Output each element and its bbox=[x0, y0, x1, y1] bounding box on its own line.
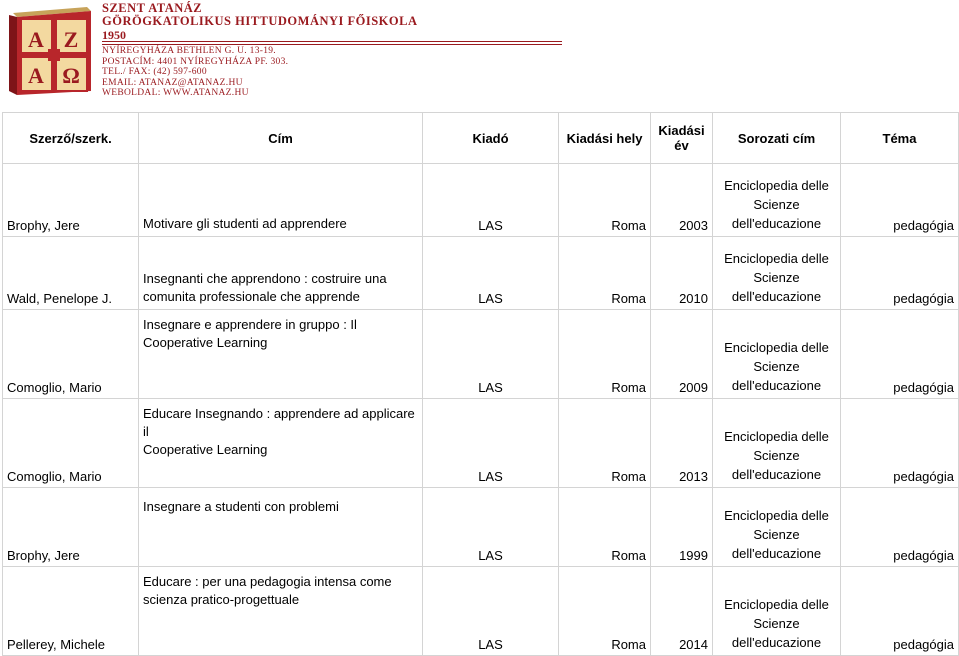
cell-author: Comoglio, Mario bbox=[3, 399, 139, 488]
cell-publisher: LAS bbox=[423, 237, 559, 310]
cell-year: 2014 bbox=[651, 567, 713, 656]
table-row bbox=[3, 567, 959, 656]
cell-topic: pedagógia bbox=[841, 488, 959, 567]
cell-place: Roma bbox=[559, 399, 651, 488]
cell-author: Brophy, Jere bbox=[3, 488, 139, 567]
cell-author: Wald, Penelope J. bbox=[3, 237, 139, 310]
cell-title: Insegnanti che apprendono : costruire una comunita professionale che apprende bbox=[139, 237, 423, 310]
cell-series: Enciclopedia delle Scienze dell'educazione bbox=[713, 310, 841, 399]
cell-series: Enciclopedia delle Scienze dell'educazione bbox=[713, 488, 841, 567]
cell-publisher: LAS bbox=[423, 164, 559, 237]
header-rule bbox=[102, 41, 562, 42]
cell-title: Insegnare e apprendere in gruppo : Il Cooperative Learning bbox=[139, 310, 423, 399]
cell-place: Roma bbox=[559, 488, 651, 567]
cell-title: Educare : per una pedagogia intensa come scienza pratico-progettuale bbox=[139, 567, 423, 656]
cell-author: Comoglio, Mario bbox=[3, 310, 139, 399]
school-logo bbox=[7, 3, 93, 97]
logo-letter-alpha-2: Α bbox=[28, 63, 44, 88]
cell-year: 2013 bbox=[651, 399, 713, 488]
cell-year: 2010 bbox=[651, 237, 713, 310]
cell-author: Pellerey, Michele bbox=[3, 567, 139, 656]
cell-series: Enciclopedia delle Scienze dell'educazione bbox=[713, 237, 841, 310]
cell-publisher: LAS bbox=[423, 310, 559, 399]
school-name bbox=[102, 2, 418, 42]
address-line: EMAIL: ATANAZ@ATANAZ.HU bbox=[102, 77, 243, 88]
table-row bbox=[3, 399, 959, 488]
column-header-place: Kiadási hely bbox=[559, 113, 651, 164]
cell-series: Enciclopedia delle Scienze dell'educazione bbox=[713, 567, 841, 656]
cell-series: Enciclopedia delle Scienze dell'educazione bbox=[713, 399, 841, 488]
column-header-publisher: Kiadó bbox=[423, 113, 559, 164]
cell-year: 2003 bbox=[651, 164, 713, 237]
column-header-author: Szerző/szerk. bbox=[3, 113, 139, 164]
cell-place: Roma bbox=[559, 164, 651, 237]
school-founded-year: 1950 bbox=[102, 28, 126, 42]
table-row bbox=[3, 488, 959, 567]
cell-title: Motivare gli studenti ad apprendere bbox=[139, 164, 423, 237]
logo-letter-omega: Ω bbox=[62, 63, 80, 88]
cell-author: Brophy, Jere bbox=[3, 164, 139, 237]
cell-title: Insegnare a studenti con problemi bbox=[139, 488, 423, 567]
cell-place: Roma bbox=[559, 237, 651, 310]
cell-title: Educare Insegnando : apprendere ad applicare il Cooperative Learning bbox=[139, 399, 423, 488]
column-header-topic: Téma bbox=[841, 113, 959, 164]
cell-place: Roma bbox=[559, 310, 651, 399]
cell-topic: pedagógia bbox=[841, 310, 959, 399]
cell-topic: pedagógia bbox=[841, 237, 959, 310]
letterhead bbox=[0, 0, 959, 105]
table-row bbox=[3, 237, 959, 310]
header-rule-thin bbox=[102, 44, 562, 45]
cell-series: Enciclopedia delle Scienze dell'educazione bbox=[713, 164, 841, 237]
table-row bbox=[3, 164, 959, 237]
address-line: NYÍREGYHÁZA BETHLEN G. U. 13-19. bbox=[102, 46, 276, 56]
logo-letter-zeta: Ζ bbox=[63, 27, 79, 52]
cell-publisher: LAS bbox=[423, 399, 559, 488]
cell-year: 1999 bbox=[651, 488, 713, 567]
school-name-line1: SZENT ATANÁZ bbox=[102, 1, 203, 15]
cell-topic: pedagógia bbox=[841, 567, 959, 656]
address-line: WEBOLDAL: WWW.ATANAZ.HU bbox=[102, 88, 249, 98]
cell-year: 2009 bbox=[651, 310, 713, 399]
cell-publisher: LAS bbox=[423, 567, 559, 656]
logo-letter-alpha-1: Α bbox=[28, 27, 44, 52]
cell-publisher: LAS bbox=[423, 488, 559, 567]
cell-topic: pedagógia bbox=[841, 164, 959, 237]
cell-topic: pedagógia bbox=[841, 399, 959, 488]
table-row bbox=[3, 310, 959, 399]
table-header-row bbox=[3, 113, 959, 164]
school-name-line2: GÖRÖGKATOLIKUS HITTUDOMÁNYI FŐISKOLA bbox=[102, 14, 418, 28]
column-header-year: Kiadási év bbox=[651, 113, 713, 164]
address-line: POSTACÍM: 4401 NYÍREGYHÁZA PF. 303. bbox=[102, 56, 289, 67]
column-header-title: Cím bbox=[139, 113, 423, 164]
address-line: TEL./ FAX: (42) 597-600 bbox=[102, 67, 207, 77]
address-block bbox=[102, 46, 288, 99]
column-header-series: Sorozati cím bbox=[713, 113, 841, 164]
book-list-table bbox=[2, 112, 959, 656]
cell-place: Roma bbox=[559, 567, 651, 656]
